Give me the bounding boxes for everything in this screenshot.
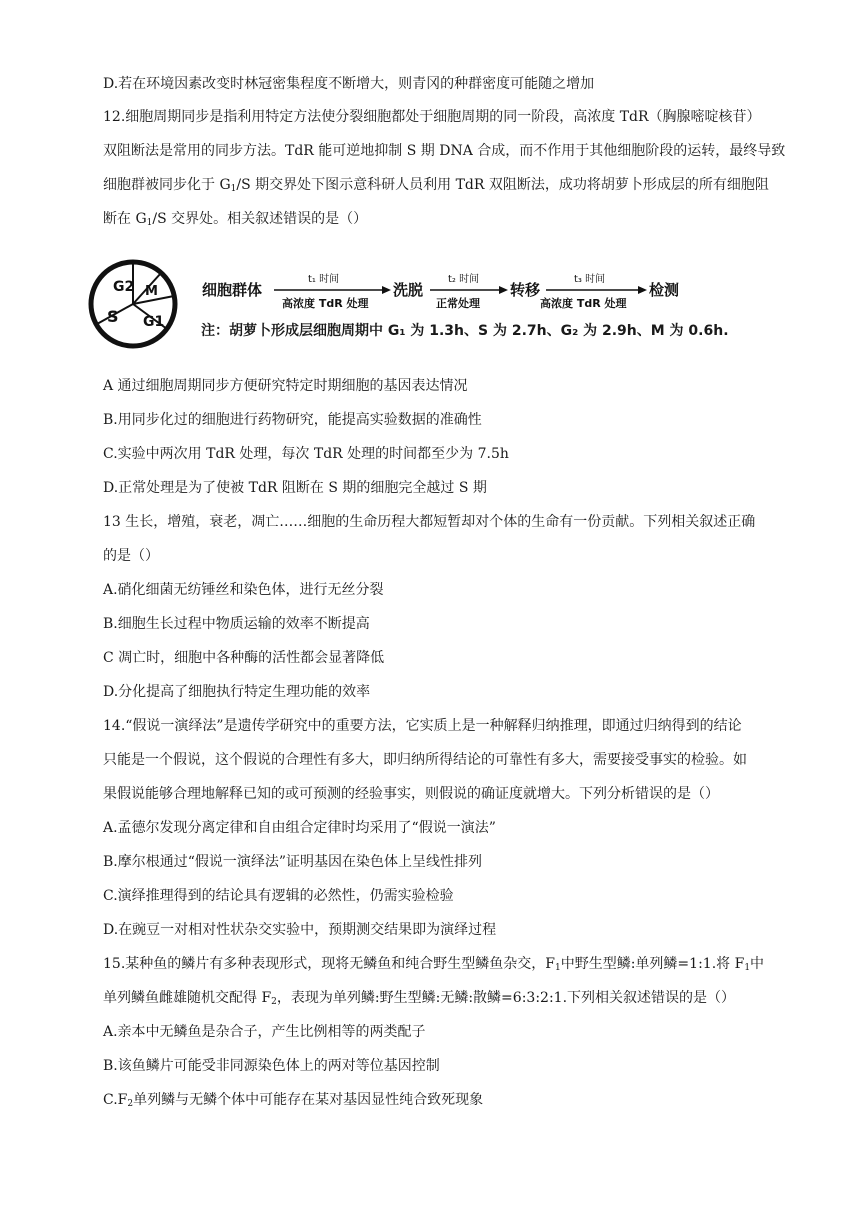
flow-step3-time: t₃ 时间 xyxy=(574,274,606,285)
q14-option-d: D.在豌豆一对相对性状杂交实验中，预期测交结果即为演绎过程 xyxy=(103,922,497,938)
pie-label-g2: G2 xyxy=(113,279,135,295)
flow-step2-time: t₂ 时间 xyxy=(448,274,480,285)
pie-label-g1: G1 xyxy=(143,314,165,330)
flow-step1-time: t₁ 时间 xyxy=(308,274,340,285)
q15-stem-line1: 15.某种鱼的鳞片有多种表现形式，现将无鳞鱼和纯合野生型鳞鱼杂交，$F_1$中野生型鳞:单列鳞=1:1.将 $F_1$中 xyxy=(103,956,765,973)
q13-option-a: A.硝化细菌无纺锤丝和染色体，进行无丝分裂 xyxy=(103,582,384,598)
q12-option-a: A 通过细胞周期同步方便研究特定时期细胞的基因表达情况 xyxy=(103,378,468,394)
flow-mid1: 洗脱 xyxy=(393,281,424,299)
flow-start: 细胞群体 xyxy=(202,281,263,299)
q13-stem-line1: 13 生长，增殖，衰老，凋亡……细胞的生命历程大都短暂却对个体的生命有一份贡献。下列相关叙述正确 xyxy=(103,514,756,530)
q14-option-b: B.摩尔根通过“假说一演绎法”证明基因在染色体上呈线性排列 xyxy=(103,854,483,870)
q14-stem-line1: 14.“假说一演绎法”是遗传学研究中的重要方法，它实质上是一种解释归纳推理，即通过归纳得到的结论 xyxy=(103,718,742,734)
q12-option-d: D.正常处理是为了使被 TdR 阻断在 S 期的细胞完全越过 S 期 xyxy=(103,480,487,496)
flow-arrowhead-1 xyxy=(382,286,391,294)
q14-option-a: A.孟德尔发现分离定律和自由组合定律时均采用了“假说一演法” xyxy=(103,820,496,836)
q13-option-b: B.细胞生长过程中物质运输的效率不断提高 xyxy=(103,616,370,632)
q14-option-c: C.演绎推理得到的结论具有逻辑的必然性，仍需实验检验 xyxy=(103,888,454,904)
flow-step3-treatment: 高浓度 TdR 处理 xyxy=(540,297,627,310)
q15-option-a: A.亲本中无鳞鱼是杂合子，产生比例相等的两类配子 xyxy=(103,1024,426,1040)
q12-stem-line1: 12.细胞周期同步是指利用特定方法使分裂细胞都处于细胞周期的同一阶段，高浓度 TdR（胸腺嘧啶核苷） xyxy=(103,109,761,125)
q12-stem-line3: 细胞群被同步化于 $G_1/S$ 期交界处下图示意科研人员利用 TdR 双阻断法，成功将胡萝卜形成层的所有细胞阻 xyxy=(103,177,769,194)
cell-cycle-pie xyxy=(91,262,175,346)
flow-step1-treatment: 高浓度 TdR 处理 xyxy=(282,297,369,310)
q12-stem-line4: 断在 $G_1/S$ 交界处。相关叙述错误的是（） xyxy=(103,211,368,228)
q14-stem-line2: 只能是一个假说，这个假说的合理性有多大，即归纳所得结论的可靠性有多大，需要接受事实的检验。如 xyxy=(103,752,747,768)
flow-step2-treatment: 正常处理 xyxy=(436,297,480,310)
flow-mid2: 转移 xyxy=(510,281,541,299)
flow-end: 检测 xyxy=(649,281,680,299)
flow-arrowhead-2 xyxy=(499,286,508,294)
q15-option-b: B.该鱼鳞片可能受非同源染色体上的两对等位基因控制 xyxy=(103,1058,440,1074)
q14-stem-line3: 果假说能够合理地解释已知的或可预测的经验事实，则假说的确证度就增大。下列分析错误的是（） xyxy=(103,786,719,802)
q13-option-d: D.分化提高了细胞执行特定生理功能的效率 xyxy=(103,684,371,700)
q12-stem-line2: 双阻断法是常用的同步方法。TdR 能可逆地抑制 S 期 DNA 合成，而不作用于其他细胞阶段的运转，最终导致 xyxy=(103,143,786,159)
flow-arrowhead-3 xyxy=(638,286,647,294)
figure-note: 注：胡萝卜形成层细胞周期中 G₁ 为 1.3h、S 为 2.7h、G₂ 为 2.9h、M 为 0.6h. xyxy=(201,323,729,339)
q13-stem-line2: 的是（） xyxy=(103,548,159,564)
q12-option-b: B.用同步化过的细胞进行药物研究，能提高实验数据的准确性 xyxy=(103,412,482,428)
pie-label-s: S xyxy=(107,307,119,326)
q13-option-c: C 凋亡时，细胞中各种酶的活性都会显著降低 xyxy=(103,650,385,666)
q11-option-d: D.若在环境因素改变时林冠密集程度不断增大，则青冈的种群密度可能随之增加 xyxy=(103,76,595,92)
pie-label-m: M xyxy=(145,284,158,299)
q12-option-c: C.实验中两次用 TdR 处理，每次 TdR 处理的时间都至少为 7.5h xyxy=(103,446,509,462)
q15-option-c: $C.F_2$单列鳞与无鳞个体中可能存在某对基因显性纯合致死现象 xyxy=(103,1092,484,1109)
q15-stem-line2: 单列鳞鱼雌雄随机交配得 $F_2$，表现为单列鳞:野生型鳞:无鳞:散鳞=6:3:2:1.下列相关叙述错误的是（） xyxy=(103,990,736,1007)
